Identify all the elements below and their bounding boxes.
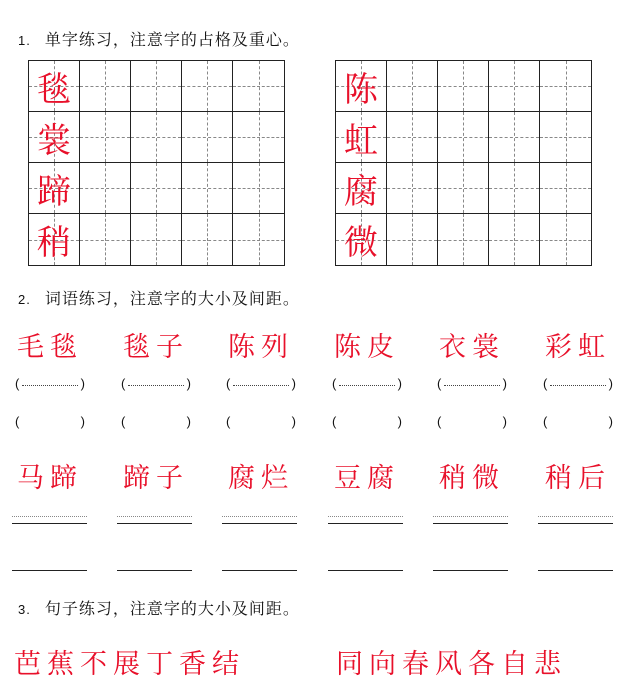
grid-cell xyxy=(182,112,233,163)
grid-cell xyxy=(540,112,591,163)
grid-cell xyxy=(131,163,182,214)
writing-line[interactable] xyxy=(433,570,508,571)
writing-line[interactable] xyxy=(538,523,613,530)
writing-line[interactable] xyxy=(12,570,87,571)
grid-cell xyxy=(438,214,489,265)
section-3-heading xyxy=(18,596,300,619)
answer-parentheses[interactable]: ( ) xyxy=(543,414,613,429)
grid-cell xyxy=(438,61,489,112)
grid-cell xyxy=(387,214,438,265)
model-word: 陈列 xyxy=(228,332,294,363)
grid-cell xyxy=(438,112,489,163)
answer-parentheses[interactable]: ( ) xyxy=(226,414,296,429)
answer-parentheses[interactable]: ( ) xyxy=(15,376,85,391)
grid-cell xyxy=(387,112,438,163)
answer-parentheses[interactable]: ( ) xyxy=(226,376,296,391)
model-word: 稍后 xyxy=(545,463,611,494)
grid-cell xyxy=(233,214,284,265)
grid-cell xyxy=(387,163,438,214)
model-sentence: 芭蕉不展丁香结 xyxy=(14,649,245,680)
grid-cell xyxy=(29,214,80,265)
grid-cell xyxy=(540,214,591,265)
grid-cell xyxy=(489,61,540,112)
grid-cell xyxy=(489,163,540,214)
grid-cell xyxy=(233,112,284,163)
answer-parentheses[interactable]: ( ) xyxy=(437,414,507,429)
grid-cell xyxy=(182,163,233,214)
model-word: 豆腐 xyxy=(334,463,400,494)
writing-line[interactable] xyxy=(222,570,297,571)
grid-cell xyxy=(80,112,131,163)
model-word: 毯子 xyxy=(123,332,189,363)
grid-cell xyxy=(387,61,438,112)
grid-cell xyxy=(131,112,182,163)
model-word: 腐烂 xyxy=(228,463,294,494)
grid-cell xyxy=(80,163,131,214)
model-sentence: 同向春风各自悲 xyxy=(336,649,567,680)
writing-line[interactable] xyxy=(117,523,192,530)
grid-cell xyxy=(182,61,233,112)
answer-parentheses[interactable]: ( ) xyxy=(332,414,402,429)
model-word: 马蹄 xyxy=(17,463,83,494)
section-number: 3. xyxy=(18,602,31,617)
writing-line[interactable] xyxy=(12,523,87,530)
model-character: 虹 xyxy=(344,120,378,161)
grid-cell xyxy=(336,163,387,214)
grid-cell xyxy=(131,214,182,265)
model-character: 腐 xyxy=(344,171,378,212)
left-practice-grid xyxy=(28,60,285,266)
model-character: 毯 xyxy=(37,69,71,110)
model-character: 微 xyxy=(344,223,378,263)
section-title: 词语练习，注意字的大小及间距。 xyxy=(44,289,300,308)
answer-parentheses[interactable]: ( ) xyxy=(332,376,402,391)
answer-parentheses[interactable]: ( ) xyxy=(15,414,85,429)
grid-cell xyxy=(131,61,182,112)
grid-cell xyxy=(336,61,387,112)
writing-line[interactable] xyxy=(538,570,613,571)
grid-cell xyxy=(182,214,233,265)
model-character: 陈 xyxy=(344,69,378,110)
grid-cell xyxy=(233,61,284,112)
model-word: 稍微 xyxy=(439,463,505,494)
model-word: 蹄子 xyxy=(123,463,189,494)
model-character: 蹄 xyxy=(37,171,71,212)
grid-cell xyxy=(540,61,591,112)
writing-line[interactable] xyxy=(328,570,403,571)
section-number: 2. xyxy=(18,292,31,307)
writing-line[interactable] xyxy=(117,570,192,571)
model-word: 毛毯 xyxy=(17,332,83,363)
answer-parentheses[interactable]: ( ) xyxy=(121,414,191,429)
section-number: 1. xyxy=(18,33,31,48)
model-word: 陈皮 xyxy=(334,332,400,363)
answer-parentheses[interactable]: ( ) xyxy=(121,376,191,391)
grid-cell xyxy=(80,214,131,265)
grid-cell xyxy=(29,163,80,214)
section-1-heading xyxy=(18,27,300,50)
grid-cell xyxy=(233,163,284,214)
model-word: 彩虹 xyxy=(545,332,611,363)
grid-cell xyxy=(336,112,387,163)
grid-cell xyxy=(540,163,591,214)
writing-line[interactable] xyxy=(222,523,297,530)
grid-cell xyxy=(438,163,489,214)
section-title: 单字练习，注意字的占格及重心。 xyxy=(44,30,300,49)
model-character: 裳 xyxy=(37,120,71,161)
answer-parentheses[interactable]: ( ) xyxy=(543,376,613,391)
grid-cell xyxy=(489,112,540,163)
grid-cell xyxy=(489,214,540,265)
model-word: 衣裳 xyxy=(439,332,505,363)
section-2-heading xyxy=(18,286,300,309)
model-character: 稍 xyxy=(37,223,71,263)
grid-cell xyxy=(80,61,131,112)
section-title: 句子练习，注意字的大小及间距。 xyxy=(44,599,300,618)
grid-cell xyxy=(29,61,80,112)
answer-parentheses[interactable]: ( ) xyxy=(437,376,507,391)
writing-line[interactable] xyxy=(433,523,508,530)
writing-line[interactable] xyxy=(328,523,403,530)
grid-cell xyxy=(336,214,387,265)
right-practice-grid xyxy=(335,60,592,266)
grid-cell xyxy=(29,112,80,163)
